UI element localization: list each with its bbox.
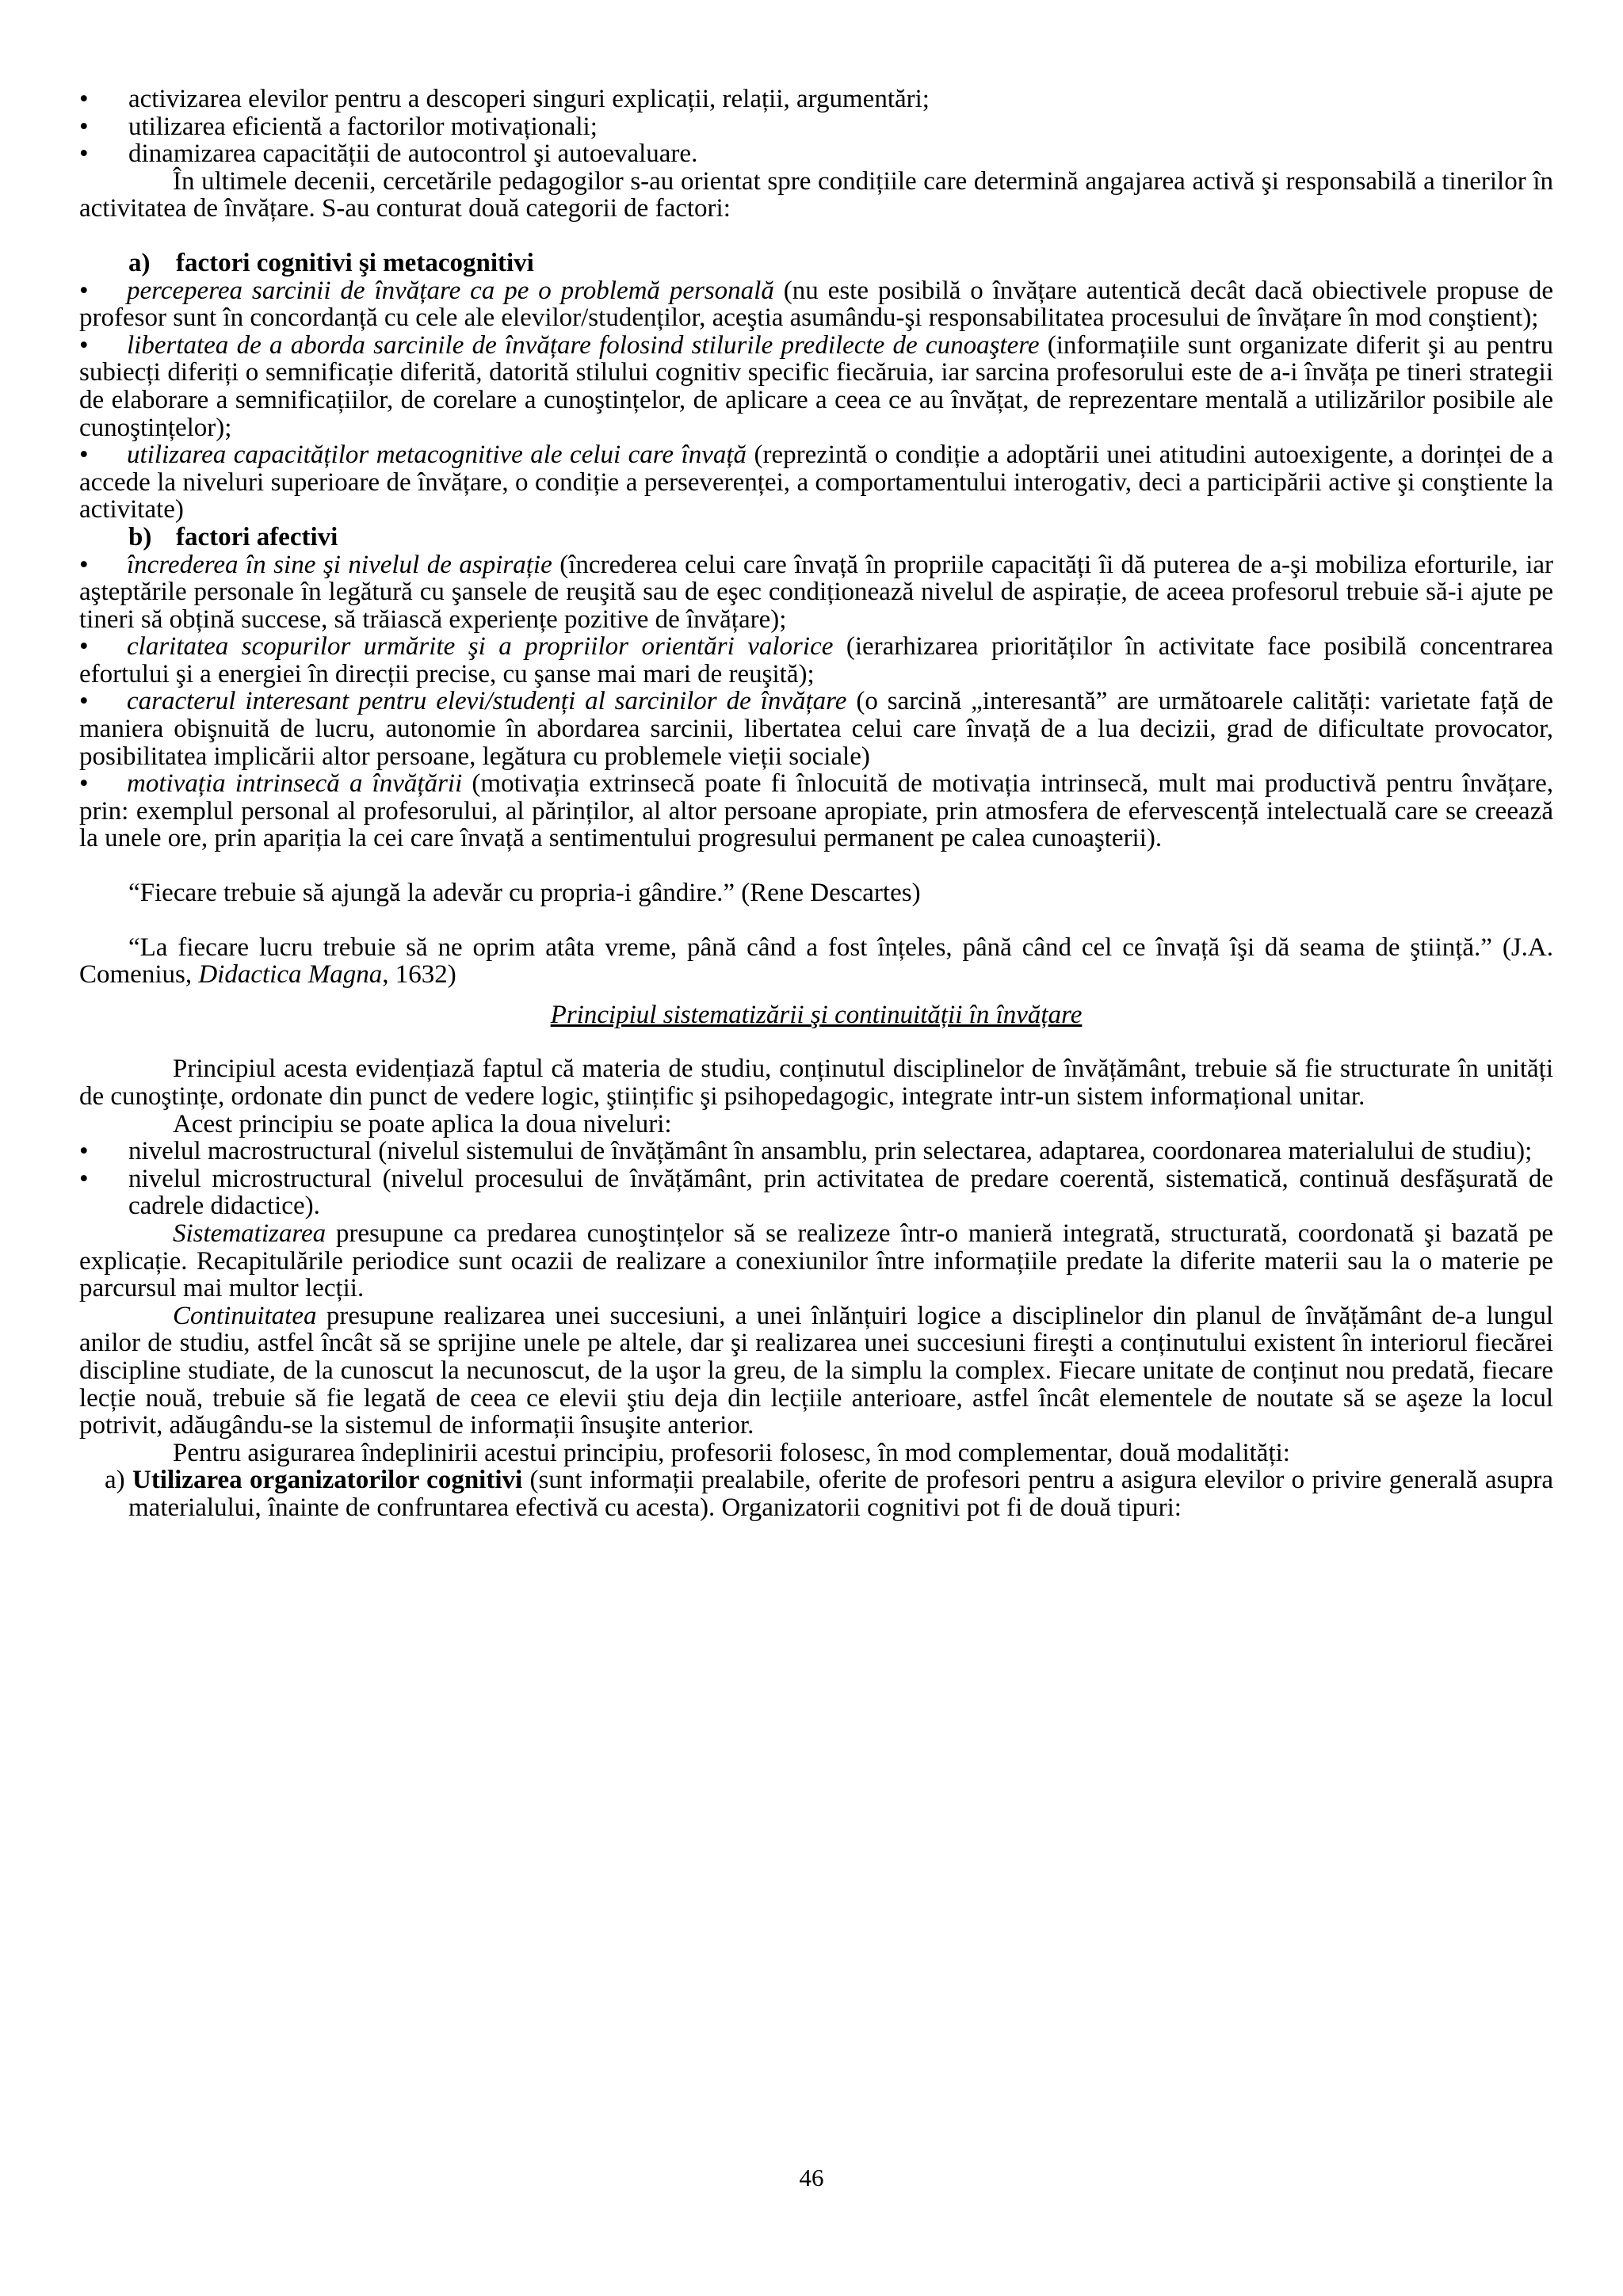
item-text: (o sarcină „interesantă” are următoarele calități: varietate față de maniera obişnuită de lucru, autonomie în abordarea sarcinii, libertatea celui care învață de a lua decizii, grad de dificultate provocator, posibilitatea implicării altor persoane, legătura cu problemele vieții sociale) [79, 687, 1554, 771]
list-item: • claritatea scopurilor urmărite şi a propriilor orientări valorice (ierarhizarea priorităților în activitate face posibilă concentrarea efortului şi a energiei în direcții precise, cu şanse mai mari de reuşită); [79, 632, 1553, 688]
list-item: • motivația intrinsecă a învățării (motivația extrinsecă poate fi înlocuită de motivația intrinsecă, mult mai productivă pentru învățare, prin: exemplul personal al profesorului, al părinților, al altor persoane apropiate, prin atmosfera de efervescență intelectuală care se creează la unele ore, prin apariția la cei care învață a sentimentului progresului permanent pe calea cunoaşterii). [79, 769, 1553, 853]
item-text: (reprezintă o condiție a adoptării unei atitudini autoexigente, a dorinței de a accede la niveluri superioare de învățare, o condiție a perseverenței, a comportamentului interogativ, deci a participării active şi conştiente la activitate) [79, 441, 1553, 524]
quote-tail: , 1632) [382, 960, 456, 990]
item-lead: utilizarea capacităților metacognitive ale celui care învață [127, 441, 747, 470]
list-item: • utilizarea eficientă a factorilor motivaționali; [79, 113, 1553, 141]
item-lead: motivația intrinsecă a învățării [127, 769, 463, 799]
modalities-intro: Pentru asigurarea îndeplinirii acestui principiu, profesorii folosesc, în mod complementar, două modalități: [173, 1438, 1290, 1467]
item-lead: claritatea scopurilor urmărite şi a propriilor orientări valorice [127, 632, 834, 662]
list-item: • perceperea sarcinii de învățare ca pe o problemă personală (nu este posibilă o învățare autentică decât dacă obiectivele propuse de profesor sunt în concordanță cu cele ale elevilor/studenților, aceştia asumându-şi responsabilitatea procesului de învățare în mod conştient); [79, 276, 1553, 333]
paragraph-text: presupune ca predarea cunoştințelor să se realizeze într-o manieră integrată, structurată, coordonată şi bazată pe explicație. Recapitulările periodice sunt ocazii de realizare a conexiunilor între informațiile predate la diferite materii sau la o materie pe parcursul mai multor lecții. [79, 1219, 1553, 1303]
list-item: • libertatea de a aborda sarcinile de învățare folosind stilurile predilecte de cunoaştere (informațiile sunt organizate diferit şi au pentru subiecți diferiți o semnificație diferită, datorită stilului cognitiv specific fiecăruia, iar sarcina profesorului este de a-i învăța pe tineri strategii de elaborare a semnificațiilor, de corelare a cunoştințelor, de aplicare a ceea ce au învățat, de reprezentare mentală a utilizărilor posibile ale cunoştințelor); [79, 330, 1553, 442]
levels-list [79, 1138, 1553, 1220]
item-text: (încrederea celui care învață în propriile capacități îi dă puterea de a-şi mobiliza eforturile, iar aşteptările personale în legătură cu şansele de reuşită sau de eşec condiționează nivelul de aspirație, de aceea profesorul trebuie să-i ajute pe tineri să obțină succese, să trăiască experiențe pozitive de învățare); [79, 550, 1553, 634]
list-item: • caracterul interesant pentru elevi/studenți al sarcinilor de învățare (o sarcină „interesantă” are următoarele calități: varietate față de maniera obişnuită de lucru, autonomie în abordarea sarcinii, libertatea celui care învață de a lua decizii, grad de dificultate provocator, posibilitatea implicării altor persoane, legătura cu problemele vieții sociale) [79, 687, 1554, 771]
list-item: • încrederea în sine şi nivelul de aspirație (încrederea celui care învață în propriile capacități îi dă puterea de a-şi mobiliza eforturile, iar aşteptările personale în legătură cu şansele de reuşită sau de eşec condiționează nivelul de aspirație, de aceea profesorul trebuie să-i ajute pe tineri să obțină succese, să trăiască experiențe pozitive de învățare); [79, 550, 1553, 634]
list-item: • utilizarea capacităților metacognitive ale celui care învață (reprezintă o condiție a adoptării unei atitudini autoexigente, a dorinței de a accede la niveluri superioare de învățare, o condiție a perseverenței, a comportamentului interogativ, deci a participării active şi conştiente la activitate) [79, 441, 1553, 524]
item-lead: perceperea sarcinii de învățare ca pe o problemă personală [127, 276, 774, 305]
item-text: (sunt informații prealabile, oferite de profesori pentru a asigura elevilor o privire generală asupra materialului, înainte de confruntarea efectivă cu acesta). Organizatorii cognitivi pot fi de două tipuri: [128, 1466, 1553, 1522]
affective-factors-list [79, 551, 1553, 853]
top-bullet-list [79, 86, 1553, 168]
intro-paragraph: În ultimele decenii, cercetările pedagogilor s-au orientat spre condițiile care determină angajarea activă şi responsabilă a tinerilor în activitatea de învățare. S-au conturat două categorii de factori: [79, 166, 1553, 223]
heading-title: factori afectivi [176, 522, 338, 551]
systematization-paragraph [79, 1220, 1553, 1302]
item-lead: caracterul interesant pentru elevi/studenți al sarcinilor de învățare [127, 687, 847, 716]
heading-title: factori cognitivi şi metacognitivi [176, 248, 534, 277]
heading-label: b) [128, 522, 152, 551]
quote-comenius [79, 934, 1553, 989]
section-title: Principiul sistematizării şi continuității în învățare [550, 1000, 1083, 1029]
list-item: • dinamizarea capacității de autocontrol şi autoevaluare. [79, 140, 1553, 168]
paragraph-text: presupune realizarea unei succesiuni, a unei înlănțuiri logice a disciplinelor din planul de învățământ de-a lungul anilor de studiu, astfel încât să se sprijine unele pe altele, dar şi realizarea unei succesiuni fireşti a conținutului existent în interiorul fiecărei discipline studiate, de la cunoscut la necunoscut, de la uşor la greu, de la simplu la complex. Fiecare unitate de conținut nou predată, fiecare lecție nouă, trebuie să fie legată de ceea ce elevii ştiu deja din lecțiile anterioare, astfel încât elementele de noutate să se aşeze la locul potrivit, adăugându-se la sistemul de informații însuşite anterior. [79, 1301, 1553, 1440]
document-page [79, 86, 1553, 1522]
list-item: • nivelul macrostructural (nivelul sistemului de învățământ în ansamblu, prin selectarea, adaptarea, coordonarea materialului de studiu); [79, 1138, 1553, 1165]
item-label: a) [105, 1466, 125, 1495]
term: Sistematizarea [173, 1219, 327, 1248]
section-intro: Principiul acesta evidențiază faptul că materia de studiu, conținutul disciplinelor de învățământ, trebuie să fie structurate în unități de cunoştințe, ordonate din punct de vedere logic, ştiințific şi psihopedagogic, integrate intr-un sistem informațional unitar. [79, 1055, 1553, 1111]
list-item: • nivelul microstructural (nivelul procesului de învățământ, prin activitatea de predare coerentă, sistematică, continuă desfăşurată de cadrele didactice). [79, 1165, 1553, 1220]
cognitive-factors-list [79, 277, 1553, 524]
quote-descartes: “Fiecare trebuie să ajungă la adevăr cu propria-i gândire.” (Rene Descartes) [128, 879, 921, 908]
item-text: (nu este posibilă o învățare autentică decât dacă obiectivele propuse de profesor sunt în concordanță cu cele ale elevilor/studenților, aceştia asumându-şi responsabilitatea procesului de învățare în mod conştient); [79, 276, 1553, 333]
item-text: (informațiile sunt organizate diferit şi au pentru subiecți diferiți o semnificație diferită, datorită stilului cognitiv specific fiecăruia, iar sarcina profesorului este de a-i învăța pe tineri strategii de elaborare a semnificațiilor, de corelare a cunoştințelor, de aplicare a ceea ce au învățat, de reprezentare mentală a utilizărilor posibile ale cunoştințelor); [79, 330, 1553, 442]
item-lead: libertatea de a aborda sarcinile de învățare folosind stilurile predilecte de cunoaştere [127, 330, 1040, 360]
item-lead: încrederea în sine şi nivelul de aspirație [127, 550, 552, 579]
list-item: • activizarea elevilor pentru a descoperi singuri explicații, relații, argumentări; [79, 86, 1553, 113]
item-text: (ierarhizarea priorităților în activitate face posibilă concentrarea efortului şi a energiei în direcții precise, cu şanse mai mari de reuşită); [79, 632, 1553, 688]
affective-factors-heading [79, 524, 1553, 551]
organizers-item [79, 1466, 1553, 1521]
term: Continuitatea [173, 1301, 317, 1330]
quote-work-title: Didactica Magna [198, 960, 383, 990]
page-number: 46 [799, 2164, 824, 2191]
continuity-paragraph [79, 1302, 1553, 1440]
item-term: Utilizarea organizatorilor cognitivi [132, 1466, 523, 1495]
item-text: (motivația extrinsecă poate fi înlocuită de motivația intrinsecă, mult mai productivă pentru învățare, prin: exemplul personal al profesorului, al părinților, al altor persoane apropiate, prin atmosfera de efervescență intelectuală care se creează la unele ore, prin apariția la cei care învață a sentimentului progresului permanent pe calea cunoaşterii). [79, 769, 1553, 853]
quote-text: “La fiecare lucru trebuie să ne oprim atâta vreme, până când a fost înțeles, până când cel ce învață îşi dă seama de ştiință.” (J.A. Comenius, [79, 933, 1553, 990]
cognitive-factors-heading [79, 250, 1553, 277]
heading-label: a) [128, 248, 151, 277]
levels-intro: Acest principiu se poate aplica la doua niveluri: [173, 1109, 672, 1138]
